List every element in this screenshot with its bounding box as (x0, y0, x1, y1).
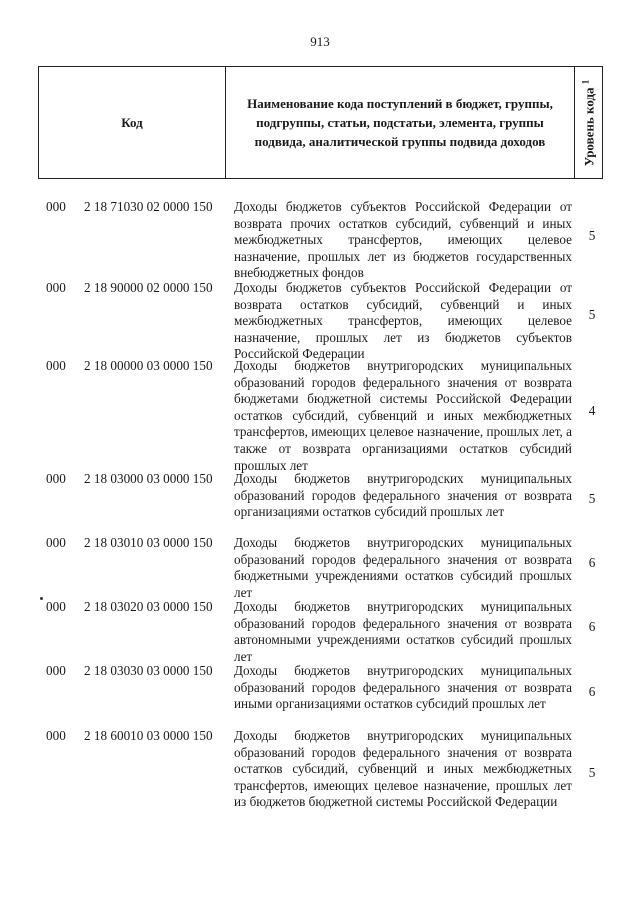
row-level: 6 (588, 619, 596, 634)
header-level-label (580, 79, 597, 166)
scan-mark (40, 597, 43, 600)
row-description: Доходы бюджетов субъектов Российской Федерации от возврата остатков субсидий, субвенций и иных межбюджетных трансфертов, имеющих целевое назначение, прошлых лет из бюджетов субъектов Российской Федерации (234, 280, 572, 362)
row-admin-code: 000 (46, 199, 66, 214)
row-code: 2 18 00000 03 0000 150 (84, 358, 213, 373)
row-admin-code: 000 (46, 663, 66, 678)
row-admin-code: 000 (46, 280, 66, 295)
row-description: Доходы бюджетов внутригородских муниципальных образований городов федерального значения от возврата бюджетными учреждениями остатков субсидий прошлых лет (234, 535, 572, 600)
header-level-footnote: 1 (579, 79, 590, 84)
header-name-label: Наименование кода поступлений в бюджет, группы, подгруппы, статьи, подстатьи, элемента, группы подвида, аналитической группы подвида доходов (247, 96, 553, 149)
row-level: 6 (588, 555, 596, 570)
row-level: 5 (588, 491, 596, 506)
header-name-cell (226, 67, 575, 178)
row-code: 2 18 03000 03 0000 150 (84, 471, 213, 486)
row-level: 5 (588, 307, 596, 322)
row-code: 2 18 03010 03 0000 150 (84, 535, 213, 550)
row-level: 5 (588, 228, 596, 243)
row-level: 4 (588, 403, 596, 418)
row-description: Доходы бюджетов субъектов Российской Федерации от возврата прочих остатков субсидий, субвенций и иных межбюджетных трансфертов, имеющих целевое назначение, прошлых лет из бюджетов государственных внебюджетных фондов (234, 199, 572, 281)
row-code: 2 18 90000 02 0000 150 (84, 280, 213, 295)
header-level-text: Уровень кода (581, 86, 597, 166)
row-description: Доходы бюджетов внутригородских муниципальных образований городов федерального значения от возврата автономными учреждениями остатков субсидий прошлых лет (234, 599, 572, 664)
row-admin-code: 000 (46, 535, 66, 550)
row-code: 2 18 71030 02 0000 150 (84, 199, 213, 214)
row-admin-code: 000 (46, 358, 66, 373)
row-admin-code: 000 (46, 728, 66, 743)
row-admin-code: 000 (46, 599, 66, 614)
page-number: 913 (310, 34, 330, 49)
table-header (38, 66, 603, 179)
row-description: Доходы бюджетов внутригородских муниципальных образований городов федерального значения от возврата иными организациями остатков субсидий прошлых лет (234, 663, 572, 712)
row-code: 2 18 03020 03 0000 150 (84, 599, 213, 614)
header-code-label: Код (121, 114, 143, 130)
row-description: Доходы бюджетов внутригородских муниципальных образований городов федерального значения от возврата бюджетами бюджетной системы Российской Федерации остатков субсидий, субвенций и иных межбюджетных трансфертов, имеющих целевое назначение, прошлых лет, а также от возврата организациями остатков субсидий прошлых лет (234, 358, 572, 473)
header-code-cell (39, 67, 226, 178)
row-level: 5 (588, 765, 596, 780)
row-code: 2 18 60010 03 0000 150 (84, 728, 213, 743)
row-admin-code: 000 (46, 471, 66, 486)
row-description: Доходы бюджетов внутригородских муниципальных образований городов федерального значения от возврата остатков субсидий, субвенций и иных межбюджетных трансфертов, имеющих целевое назначение, прошлых лет из бюджетов бюджетной системы Российской Федерации (234, 728, 572, 810)
row-code: 2 18 03030 03 0000 150 (84, 663, 213, 678)
row-description: Доходы бюджетов внутригородских муниципальных образований городов федерального значения от возврата организациями остатков субсидий прошлых лет (234, 471, 572, 520)
header-level-cell (575, 67, 602, 178)
row-level: 6 (588, 684, 596, 699)
